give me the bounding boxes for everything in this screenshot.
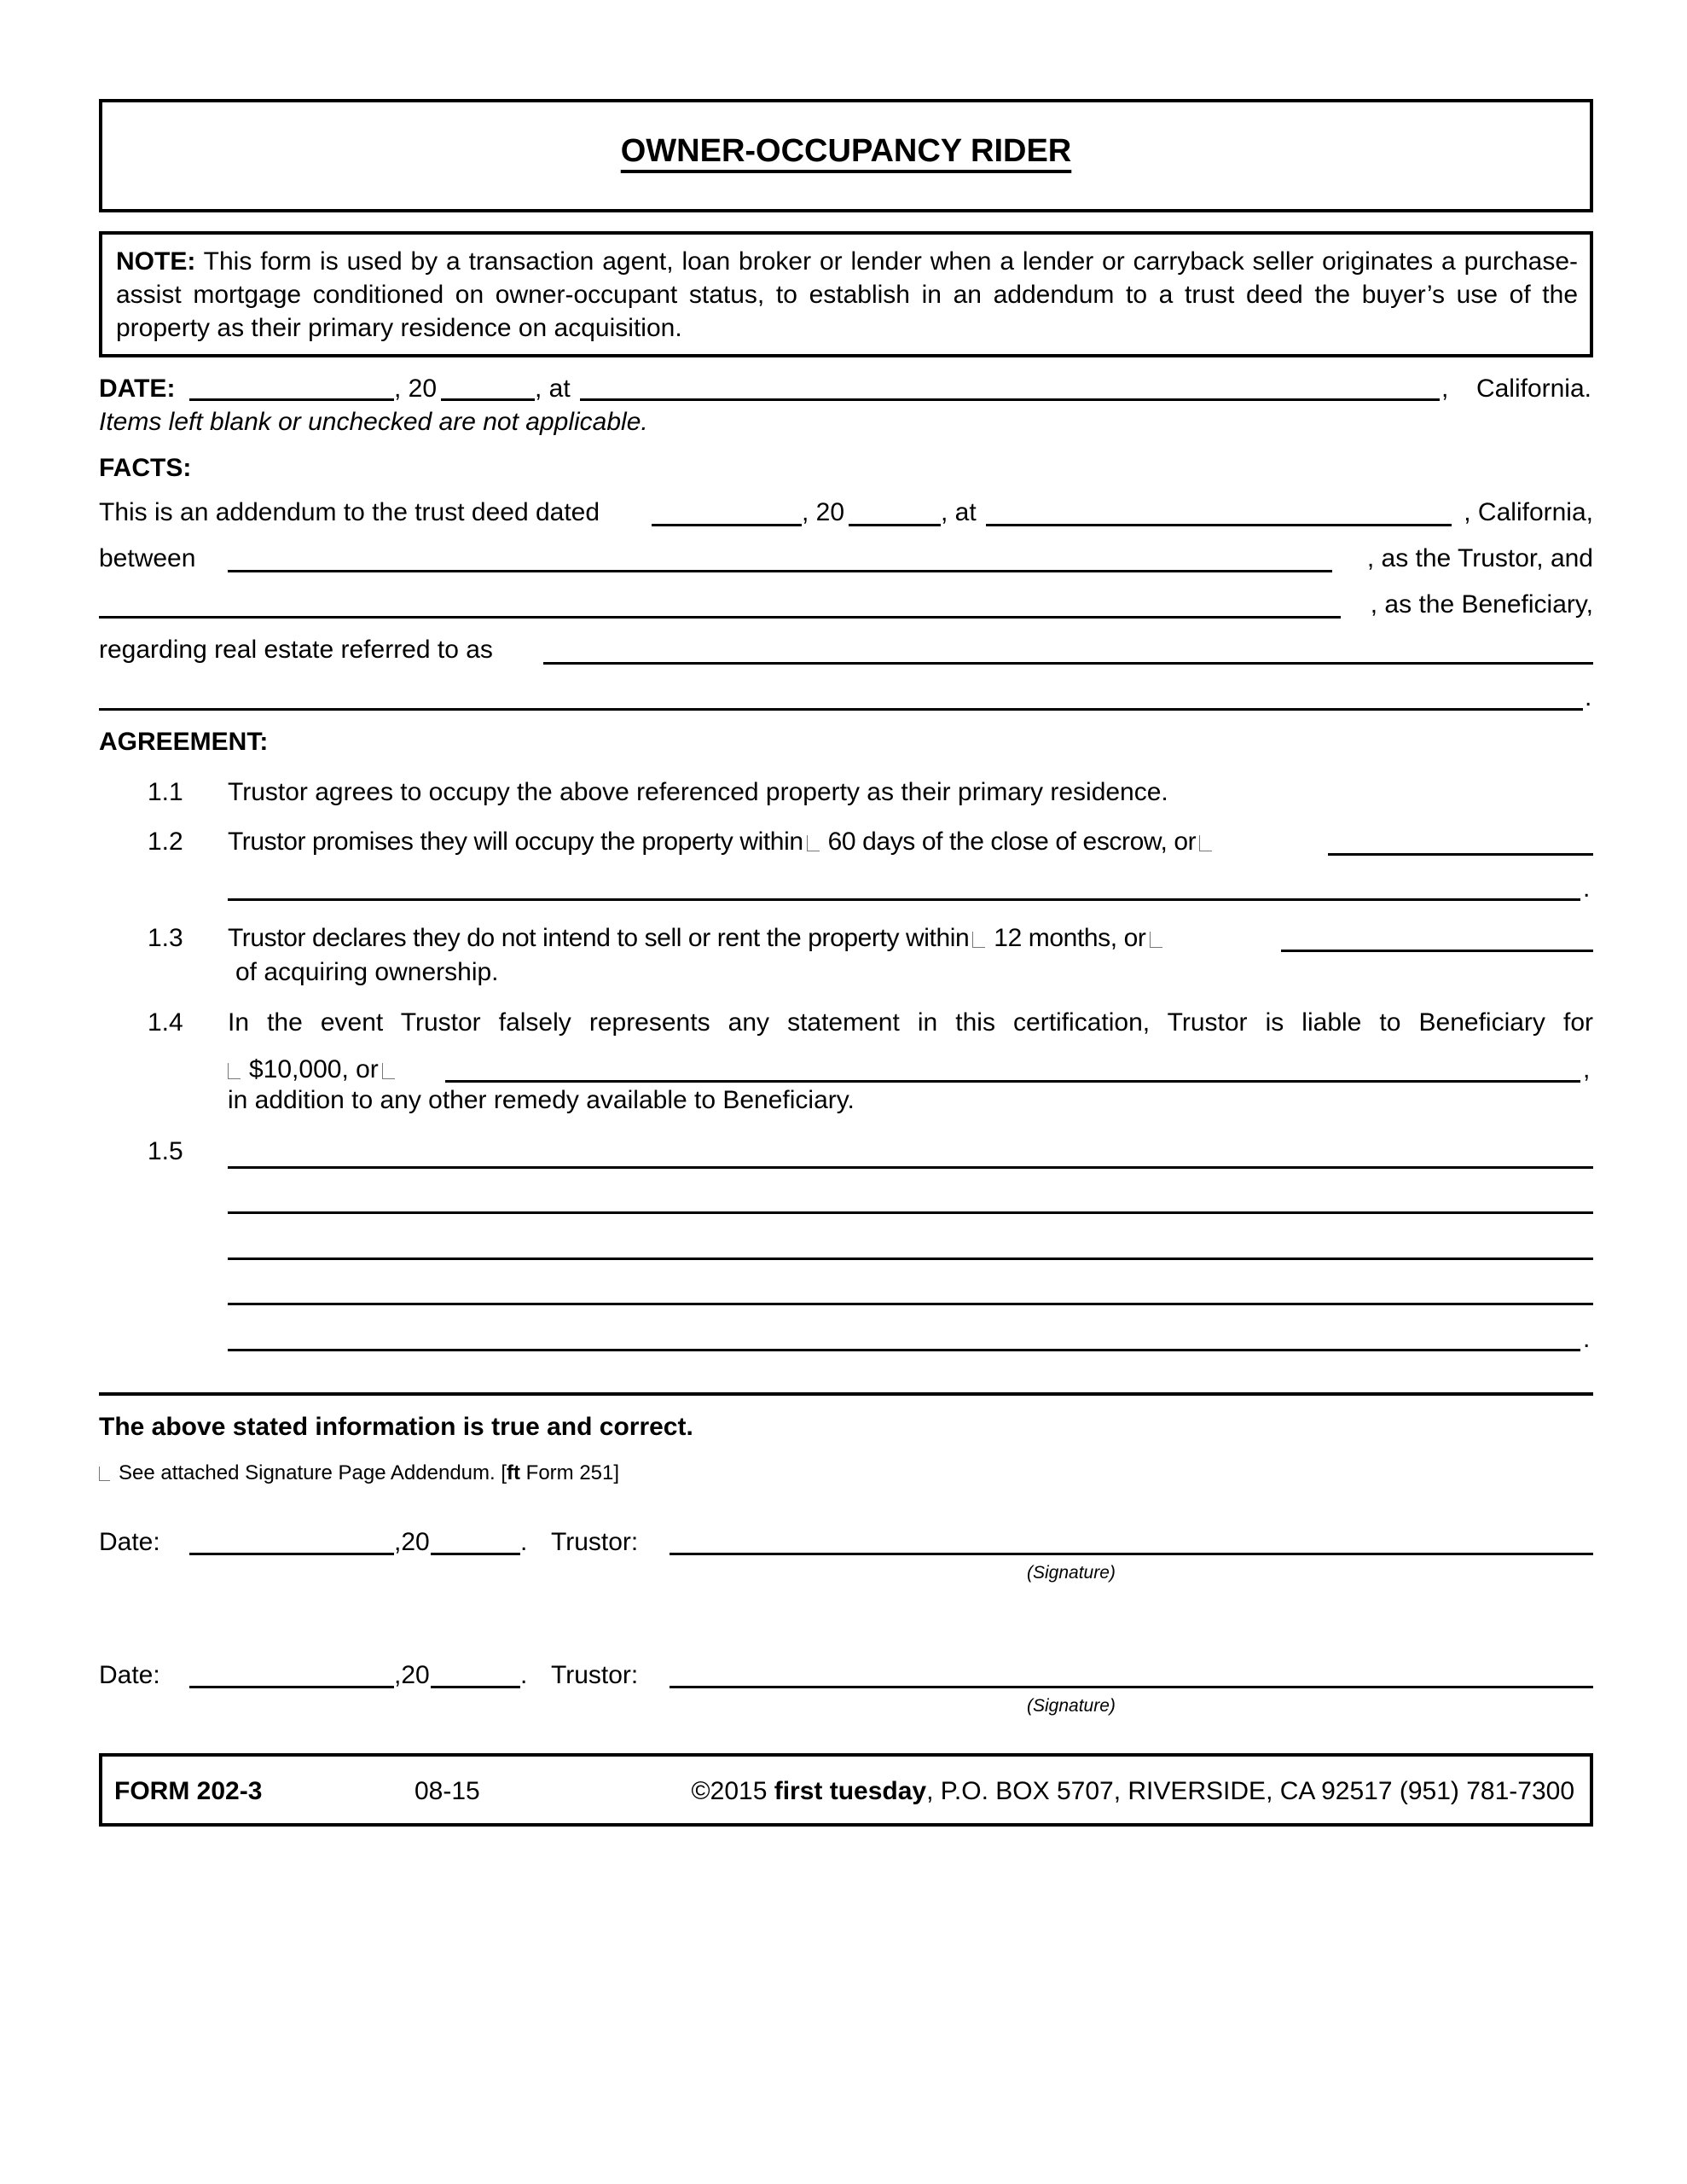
item-1-4-options: [228, 1054, 403, 1085]
facts-beneficiary-suffix: , as the Beneficiary,: [1370, 590, 1593, 619]
facts-between-label: between: [99, 544, 196, 572]
facts-trustor-suffix: , as the Trustor, and: [1366, 544, 1593, 572]
checkbox-60-days[interactable]: [807, 835, 820, 851]
facts-line1-year: , 20: [802, 498, 845, 526]
checkbox-12-months[interactable]: [972, 932, 985, 948]
item-1-2-text: Trustor promises they will occupy the property within: [228, 828, 803, 856]
item-1-2-period: .: [1583, 874, 1591, 903]
date-label: DATE:: [99, 375, 176, 403]
form-title: OWNER-OCCUPANCY RIDER: [620, 133, 1072, 169]
note-box: [99, 231, 1593, 357]
publisher-address: , P.O. BOX 5707, RIVERSIDE, CA 92517 (951) 781-7300: [926, 1777, 1574, 1805]
additional-terms-field-5[interactable]: [228, 1349, 1580, 1351]
title-box: [99, 99, 1593, 212]
copyright-prefix: ©2015: [691, 1777, 774, 1805]
date-state: California.: [1475, 375, 1591, 403]
item-1-2-option: 60 days of the close of escrow, or: [827, 828, 1197, 856]
item-1-4-number: 1.4: [148, 1008, 183, 1037]
signature-2-field[interactable]: [670, 1686, 1593, 1688]
signature-2-period: .: [520, 1661, 528, 1689]
trustor-name-field[interactable]: [228, 570, 1332, 572]
date-city-field[interactable]: [580, 398, 1440, 401]
date-year-field[interactable]: [441, 398, 535, 401]
section-divider: [99, 1392, 1593, 1396]
item-1-2-line: [228, 827, 1220, 857]
item-1-4-comma: ,: [1583, 1055, 1591, 1083]
facts-line1-at: , at: [941, 498, 977, 526]
signature-1-field[interactable]: [670, 1553, 1593, 1555]
real-estate-field-2[interactable]: [99, 708, 1583, 711]
facts-line1-prefix: This is an addendum to the trust deed dated: [99, 498, 600, 526]
date-at-label: , at: [535, 375, 571, 403]
certification-statement: The above stated information is true and correct.: [99, 1413, 693, 1441]
signature-1-year-prefix: ,20: [394, 1528, 430, 1556]
checkbox-other-period[interactable]: [1150, 932, 1162, 948]
addendum-brand: ft: [507, 1461, 520, 1484]
item-1-3-option: 12 months, or: [994, 924, 1146, 952]
additional-terms-field-3[interactable]: [228, 1258, 1593, 1260]
item-1-3-continuation: of acquiring ownership.: [235, 958, 499, 986]
checkbox-other-amount[interactable]: [382, 1063, 395, 1079]
facts-real-estate-label: regarding real estate referred to as: [99, 636, 493, 664]
checkbox-signature-addendum[interactable]: [99, 1467, 110, 1481]
addendum-text: See attached Signature Page Addendum. [: [119, 1461, 507, 1484]
trust-deed-city-field[interactable]: [986, 524, 1452, 526]
item-1-3-line: [228, 923, 1171, 954]
signature-1-caption: (Signature): [1027, 1563, 1116, 1583]
copyright-line: [692, 1777, 1574, 1806]
checkbox-10000[interactable]: [228, 1063, 241, 1079]
signature-2-date-label: Date:: [99, 1661, 160, 1689]
signature-addendum-line: [99, 1461, 619, 1486]
item-1-1-text: Trustor agrees to occupy the above referenced property as their primary residence.: [228, 778, 1168, 806]
additional-terms-field-1[interactable]: [228, 1166, 1593, 1169]
signature-1-role-label: Trustor:: [551, 1528, 639, 1556]
note-label: NOTE:: [116, 247, 196, 276]
signature-1-date-field[interactable]: [189, 1553, 394, 1555]
note-paragraph: [116, 245, 1578, 345]
form-revision: 08-15: [415, 1777, 480, 1805]
item-1-4-option: $10,000, or: [249, 1055, 379, 1083]
item-1-5-number: 1.5: [148, 1137, 183, 1165]
signature-2-year-field[interactable]: [431, 1686, 520, 1688]
hold-period-other-field[interactable]: [1281, 950, 1593, 952]
item-1-1-number: 1.1: [148, 778, 183, 806]
signature-2-caption: (Signature): [1027, 1696, 1116, 1716]
item-1-4-text: In the event Trustor falsely represents any statement in this certification, Trustor is liable to Beneficiary for: [228, 1008, 1593, 1037]
signature-2-year-prefix: ,20: [394, 1661, 430, 1689]
item-1-2-number: 1.2: [148, 828, 183, 856]
date-comma: ,: [1441, 375, 1449, 403]
facts-line5-period: .: [1585, 683, 1592, 712]
publisher-brand: first tuesday: [774, 1777, 927, 1805]
disclaimer: Items left blank or unchecked are not applicable.: [99, 408, 648, 436]
trust-deed-year-field[interactable]: [849, 524, 941, 526]
signature-2-role-label: Trustor:: [551, 1661, 639, 1689]
signature-1-period: .: [520, 1528, 528, 1556]
checkbox-other-occupancy[interactable]: [1199, 835, 1212, 851]
agreement-heading: AGREEMENT:: [99, 728, 269, 756]
item-1-5-period: .: [1583, 1325, 1591, 1353]
signature-1-year-field[interactable]: [431, 1553, 520, 1555]
item-1-4-continuation: in addition to any other remedy available to Beneficiary.: [228, 1086, 855, 1114]
occupancy-other-field-1[interactable]: [1328, 853, 1593, 856]
footer-box: [99, 1753, 1593, 1827]
facts-heading: FACTS:: [99, 454, 192, 482]
trust-deed-date-field[interactable]: [652, 524, 802, 526]
addendum-form-ref: Form 251]: [520, 1461, 620, 1484]
form-number: FORM 202-3: [114, 1777, 263, 1805]
item-1-3-number: 1.3: [148, 924, 183, 952]
additional-terms-field-4[interactable]: [228, 1303, 1593, 1305]
date-field[interactable]: [189, 398, 394, 401]
signature-1-date-label: Date:: [99, 1528, 160, 1556]
beneficiary-name-field[interactable]: [99, 616, 1341, 619]
date-year-prefix: , 20: [394, 375, 438, 403]
additional-terms-field-2[interactable]: [228, 1211, 1593, 1214]
real-estate-field-1[interactable]: [543, 662, 1593, 665]
occupancy-other-field-2[interactable]: [228, 898, 1580, 901]
liability-other-field[interactable]: [445, 1080, 1580, 1083]
item-1-3-text: Trustor declares they do not intend to sell or rent the property within: [228, 924, 970, 952]
signature-2-date-field[interactable]: [189, 1686, 394, 1688]
facts-line1-state: , California,: [1464, 498, 1593, 526]
note-text: This form is used by a transaction agent, loan broker or lender when a lender or carryback seller originates a purchase-assist mortgage conditioned on owner-occupant status, to establish in an addendum to a trust deed the buyer’s use of the property as their primary residence on acquisition.: [116, 247, 1578, 342]
